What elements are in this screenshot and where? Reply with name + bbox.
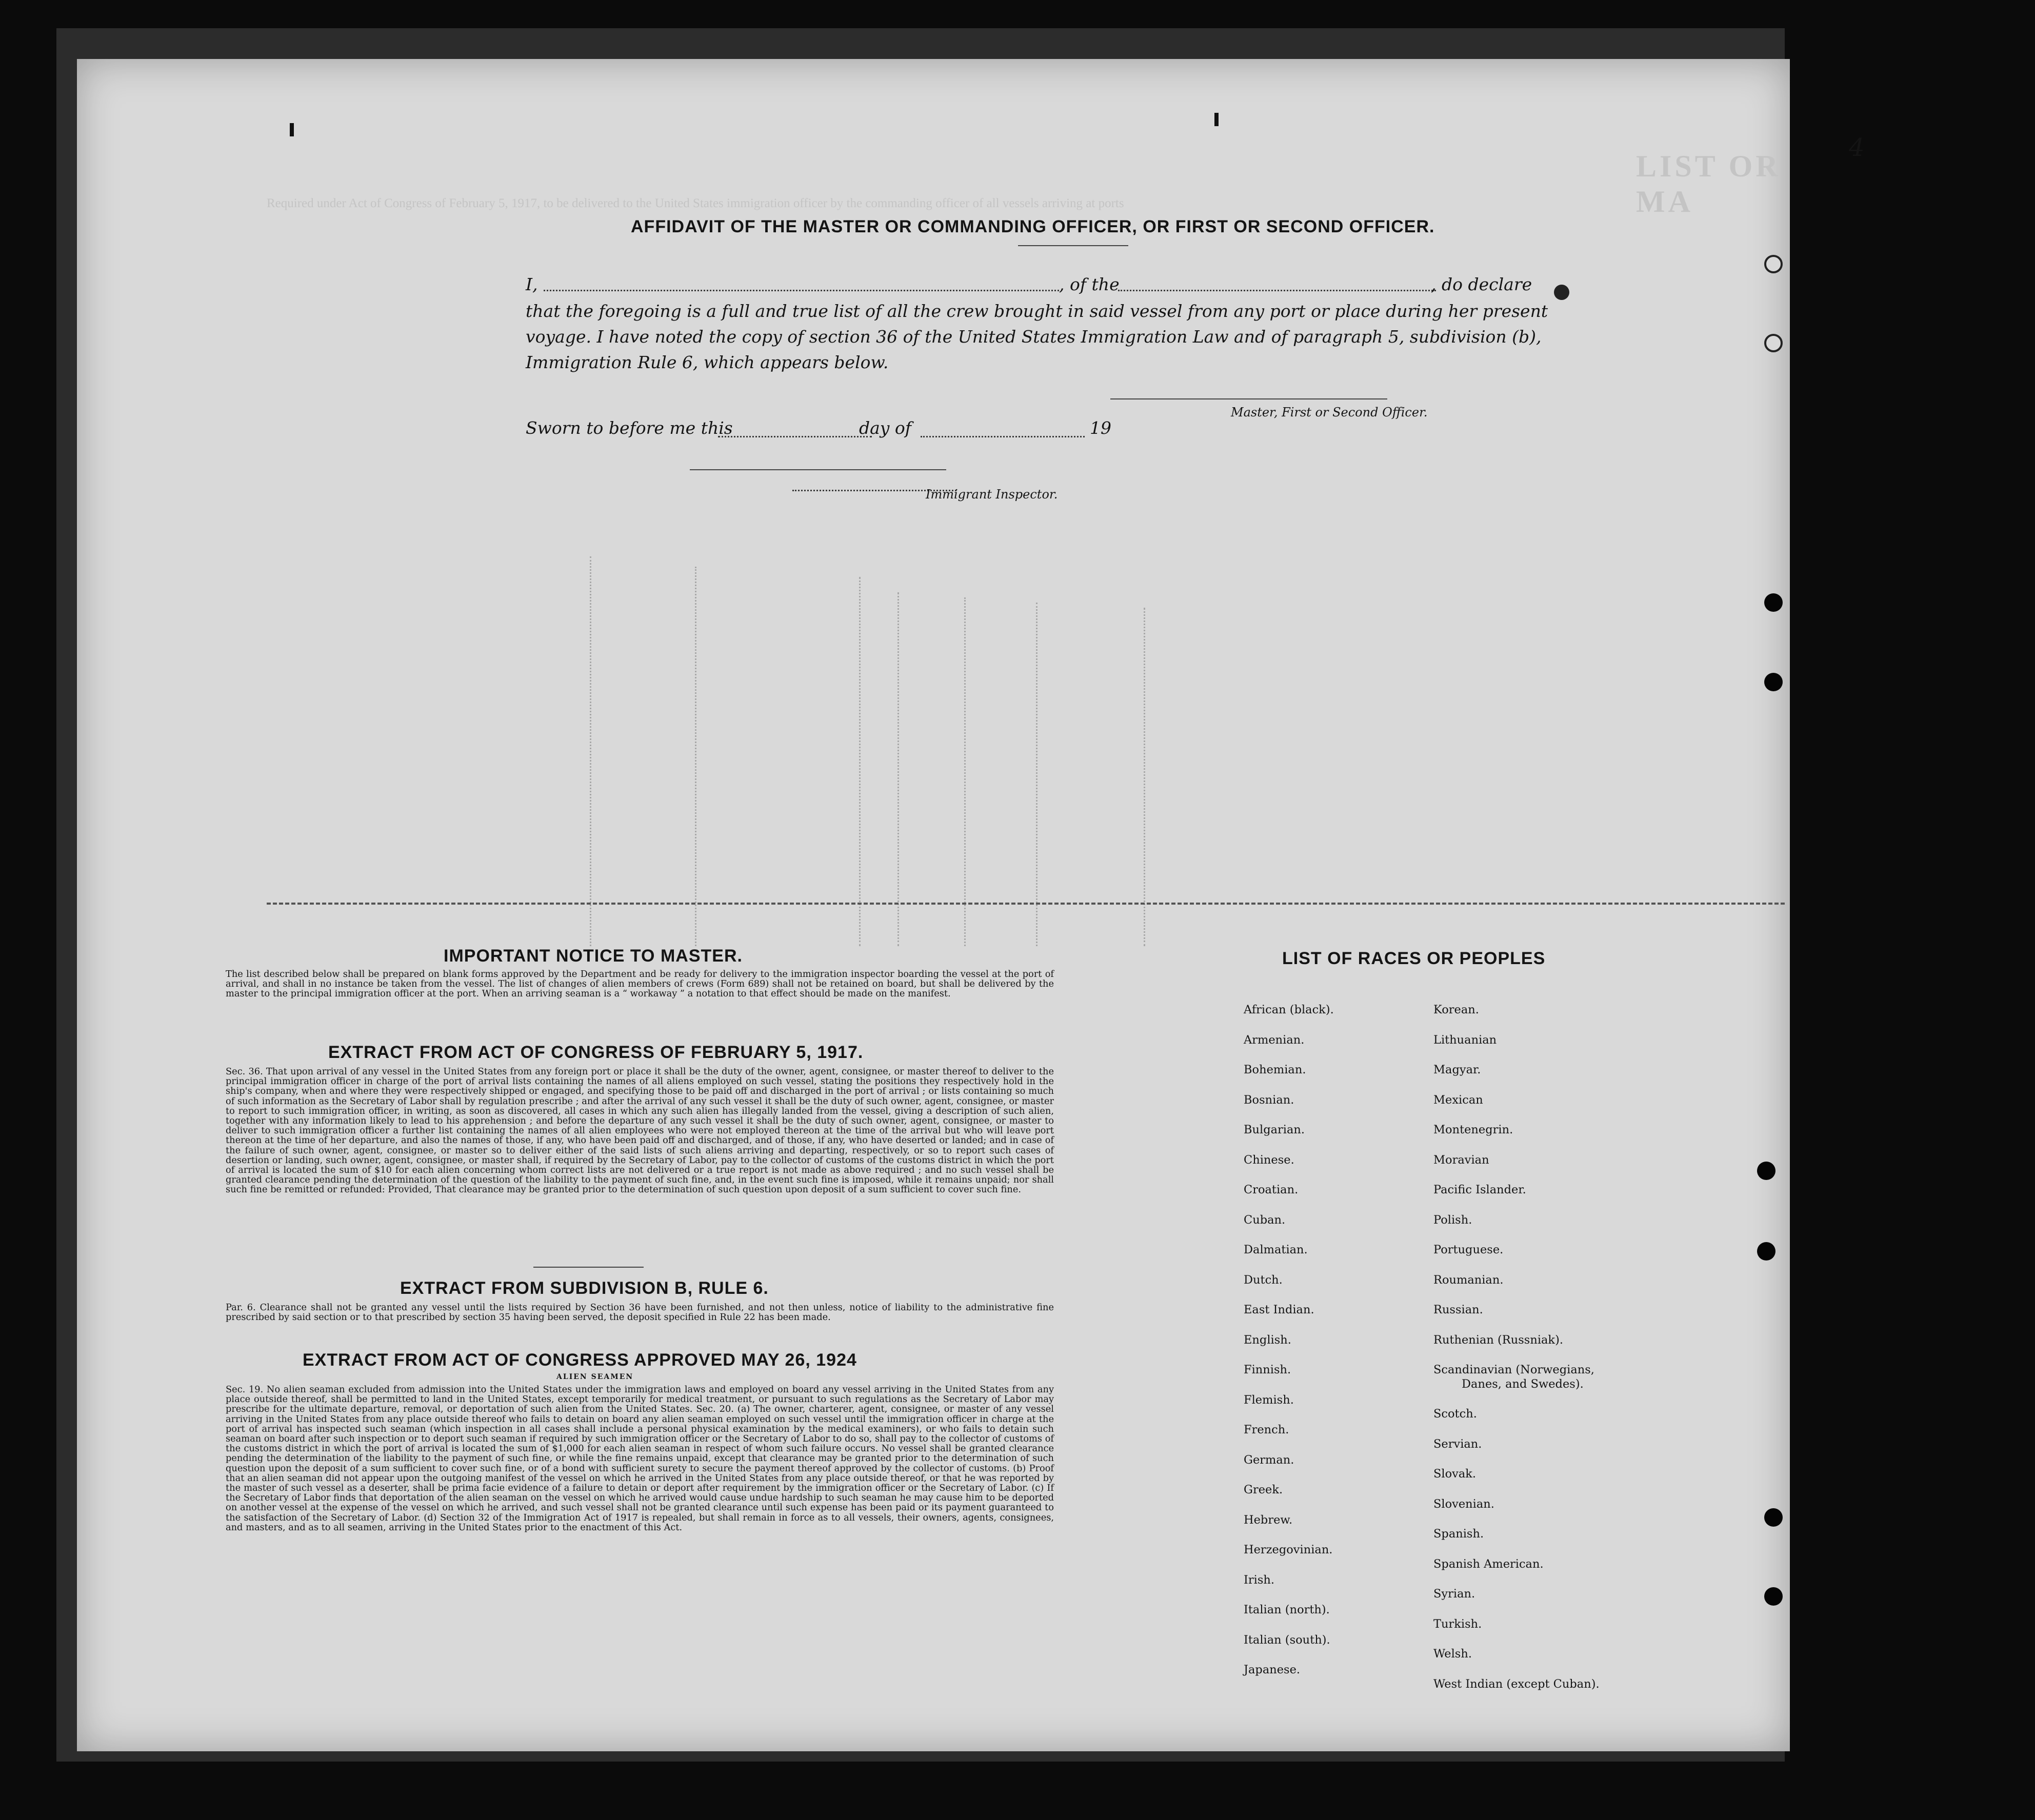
race-item: Bohemian. bbox=[1244, 1063, 1306, 1076]
race-item: Scandinavian (Norwegians, bbox=[1433, 1363, 1594, 1376]
race-item: African (black). bbox=[1244, 1003, 1334, 1016]
page-number: 4 bbox=[1849, 133, 1865, 162]
ink-mark bbox=[1214, 113, 1219, 126]
race-item: Finnish. bbox=[1244, 1363, 1291, 1376]
race-item: Spanish American. bbox=[1433, 1557, 1544, 1571]
race-item: Bosnian. bbox=[1244, 1093, 1294, 1107]
race-item: Moravian bbox=[1433, 1153, 1489, 1167]
binder-hole bbox=[1764, 593, 1783, 612]
race-item: Italian (south). bbox=[1244, 1633, 1330, 1647]
race-item: Irish. bbox=[1244, 1573, 1275, 1587]
race-item: French. bbox=[1244, 1423, 1289, 1436]
master-caption: Master, First or Second Officer. bbox=[1231, 405, 1428, 419]
extract-1917-title: EXTRACT FROM ACT OF CONGRESS OF FEBRUARY 5, 1917. bbox=[328, 1043, 864, 1062]
race-item: Pacific Islander. bbox=[1433, 1183, 1526, 1196]
binder-ring-hole-empty bbox=[1764, 334, 1783, 352]
race-item: Flemish. bbox=[1244, 1393, 1294, 1407]
column-rule bbox=[1144, 608, 1145, 946]
binder-hole bbox=[1764, 1508, 1783, 1527]
race-item: Dutch. bbox=[1244, 1273, 1283, 1287]
sworn-year: 19 bbox=[1090, 418, 1111, 438]
inspector-caption: Immigrant Inspector. bbox=[926, 487, 1058, 502]
document-page bbox=[77, 59, 1865, 1751]
affidavit-line1-start: I, bbox=[526, 274, 538, 294]
race-item: Slovenian. bbox=[1433, 1497, 1494, 1511]
affidavit-title-underline bbox=[1018, 245, 1128, 246]
master-signature-line bbox=[1110, 398, 1387, 399]
race-item: Croatian. bbox=[1244, 1183, 1299, 1196]
race-item: Slovak. bbox=[1433, 1467, 1477, 1481]
race-item: Lithuanian bbox=[1433, 1033, 1497, 1047]
sworn-month-blank bbox=[921, 436, 1085, 437]
column-rule bbox=[964, 597, 966, 946]
race-item: Cuban. bbox=[1244, 1213, 1286, 1227]
affidavit-title: AFFIDAVIT OF THE MASTER OR COMMANDING OFFICER, OR FIRST OR SECOND OFFICER. bbox=[631, 217, 1435, 236]
extract-rule6-title: EXTRACT FROM SUBDIVISION B, RULE 6. bbox=[400, 1278, 769, 1298]
column-rule bbox=[590, 556, 591, 946]
column-rule bbox=[1036, 603, 1038, 946]
race-item: Portuguese. bbox=[1433, 1243, 1504, 1256]
binder-hole bbox=[1764, 1587, 1783, 1606]
notice-text: The list described below shall be prepared on blank forms approved by the Department and be ready for delivery to the immigration inspector boarding the vessel at the port of arrival, and shall in no instance be taken from the vessel. The list of changes of alien members of crews (Form 689) shall not be retained on board, but shall be delivered by the master to the principal immigration officer at the port. When an arriving seaman is a “ workaway ” a notation to that effect should be made on the manifest. bbox=[226, 969, 1054, 999]
affidavit-line1-end: , do declare bbox=[1431, 274, 1532, 294]
column-rule bbox=[897, 592, 899, 946]
race-item: Japanese. bbox=[1244, 1663, 1301, 1676]
race-item: Italian (north). bbox=[1244, 1603, 1330, 1616]
race-item: Hebrew. bbox=[1244, 1513, 1293, 1527]
column-rule bbox=[859, 577, 861, 946]
race-item: Armenian. bbox=[1244, 1033, 1305, 1047]
race-item: Greek. bbox=[1244, 1483, 1283, 1496]
race-item: West Indian (except Cuban). bbox=[1433, 1677, 1600, 1691]
notice-title: IMPORTANT NOTICE TO MASTER. bbox=[444, 946, 743, 966]
race-item: Polish. bbox=[1433, 1213, 1472, 1227]
race-item: Syrian. bbox=[1433, 1587, 1475, 1601]
binder-ring-hole-empty bbox=[1764, 255, 1783, 273]
races-title: LIST OF RACES OR PEOPLES bbox=[1282, 949, 1546, 968]
race-item: German. bbox=[1244, 1453, 1294, 1467]
race-item: Herzegovinian. bbox=[1244, 1543, 1333, 1556]
race-item: Russian. bbox=[1433, 1303, 1483, 1316]
race-item: Danes, and Swedes). bbox=[1462, 1377, 1584, 1391]
binder-hole bbox=[1764, 673, 1783, 691]
race-item: Magyar. bbox=[1433, 1063, 1481, 1076]
binder-hole bbox=[1757, 1242, 1775, 1261]
races-right-column bbox=[1433, 995, 1600, 1699]
race-item: Servian. bbox=[1433, 1437, 1482, 1451]
sworn-day-of: day of bbox=[859, 418, 912, 438]
ink-mark bbox=[1554, 285, 1569, 300]
affidavit-line2: that the foregoing is a full and true list of all the crew brought in said vessel from any port or place during her present bbox=[526, 301, 1548, 321]
race-item: Turkish. bbox=[1433, 1617, 1482, 1631]
affidavit-line3: voyage. I have noted the copy of section 36 of the United States Immigration Law and of paragraph 5, subdivision (b), bbox=[526, 327, 1542, 347]
extract-rule6-text: Par. 6. Clearance shall not be granted any vessel until the lists required by Section 36 have been furnished, and not then unless, notice of liability to the administrative fine prescribed by said section or to that prescribed by section 35 having been served, the deposit specified in Rule 22 has been made. bbox=[226, 1302, 1054, 1323]
extract-1924-title: EXTRACT FROM ACT OF CONGRESS APPROVED MAY 26, 1924 bbox=[303, 1350, 857, 1370]
races-left-column bbox=[1244, 995, 1334, 1685]
race-item: Mexican bbox=[1433, 1093, 1483, 1107]
extract-1924-subtitle: ALIEN SEAMEN bbox=[556, 1373, 634, 1381]
race-item: Korean. bbox=[1433, 1003, 1479, 1016]
affidavit-vessel-blank bbox=[1118, 290, 1436, 291]
ink-mark bbox=[290, 123, 294, 136]
race-item: Scotch. bbox=[1433, 1407, 1477, 1421]
race-item: Welsh. bbox=[1433, 1647, 1472, 1661]
bleed-through-title: LIST OR MA bbox=[1636, 149, 1781, 218]
bleed-through-subtitle: Required under Act of Congress of February 5, 1917, to be delivered to the United States immigration officer by the commanding officer of all vessels arriving at ports bbox=[267, 196, 1124, 210]
column-rule bbox=[695, 567, 696, 946]
race-item: Bulgarian. bbox=[1244, 1123, 1305, 1136]
sworn-start: Sworn to before me this bbox=[526, 418, 733, 438]
binder-hole bbox=[1757, 1162, 1775, 1180]
sworn-day-blank bbox=[718, 436, 872, 437]
race-item: Chinese. bbox=[1244, 1153, 1294, 1167]
race-item: Montenegrin. bbox=[1433, 1123, 1513, 1136]
section-separator bbox=[267, 903, 1785, 905]
extract-1917-divider bbox=[533, 1267, 644, 1268]
race-item: Ruthenian (Russniak). bbox=[1433, 1333, 1563, 1347]
race-item: Dalmatian. bbox=[1244, 1243, 1308, 1256]
extract-1924-text: Sec. 19. No alien seaman excluded from admission into the United States under the immigration laws and employed on board any vessel arriving in the United States from any place outside thereof, shall be permitted to land in the United States, except temporarily for medical treatment, or pursuant to such regulations as the Secretary of Labor may prescribe for the ultimate departure, removal, or deportation of such alien from the United States. Sec. 20. (a) The owner, charterer, agent, consignee, or master of any vessel arriving in the United States from any place outside thereof who fails to detain on board any alien seaman employed on such vessel until the immigration officer in charge at the port of arrival has inspected such seaman (which inspection in all cases shall include a personal physical examination by the medical examiners), or who fails to detain such seaman on board after such inspection or to deport such seaman if required by such immigration officer or the Secretary of Labor to do so, shall pay to the collector of customs of the customs district in which the port of arrival is located the sum of $1,000 for each alien seaman in respect of whom such failure occurs. No vessel shall be granted clearance pending the determination of the liability to the payment of such fine, or while the fine remains unpaid, except that clearance may be granted prior to the determination of such question upon the deposit of a sum sufficient to cover such fine, or of a bond with sufficient surety to secure the payment thereof approved by the collector of customs. (b) Proof that an alien seaman did not appear upon the outgoing manifest of the vessel on which he arrived in the United States from any place outside thereof, or that he was reported by the master of such vessel as a deserter, shall be prima facie evidence of a failure to detain or deport after requirement by the immigration officer or the Secretary of Labor. (c) If the Secretary of Labor finds that deportation of the alien seaman on the vessel on which he arrived would cause undue hardship to such seaman he may cause him to be deported on another vessel at the expense of the vessel on which he arrived, and such vessel shall not be granted clearance until such expense has been paid or its payment guaranteed to the satisfaction of the Secretary of Labor. (d) Section 32 of the Immigration Act of 1917 is repealed, but shall remain in force as to all vessels, their owners, agents, consignees, and masters, and as to all seamen, arriving in the United States prior to the enactment of this Act. bbox=[226, 1384, 1054, 1533]
race-item: Roumanian. bbox=[1433, 1273, 1504, 1287]
affidavit-name-blank bbox=[544, 290, 1059, 291]
affidavit-line1-mid: , of the bbox=[1059, 274, 1120, 294]
race-item: East Indian. bbox=[1244, 1303, 1314, 1316]
inspector-signature-line bbox=[690, 469, 946, 470]
affidavit-line4: Immigration Rule 6, which appears below. bbox=[526, 352, 889, 372]
race-item: Spanish. bbox=[1433, 1527, 1484, 1541]
extract-1917-text: Sec. 36. That upon arrival of any vessel in the United States from any foreign port or place it shall be the duty of the owner, agent, consignee, or master thereof to deliver to the principal immigration officer in charge of the port of arrival lists containing the names of all aliens employed on such vessel, stating the positions they respectively hold in the ship's company, when and where they were respectively shipped or engaged, and specifying those to be paid off and discharged in the port of arrival ; or lists containing so much of such information as the Secretary of Labor shall by regulation prescribe ; and after the arrival of any such vessel it shall be the duty of such owner, agent, consignee, or master to report to such immigration officer, in writing, as soon as discovered, all cases in which any such alien has illegally landed from the vessel, giving a description of such alien, together with any information likely to lead to his apprehension ; and before the departure of any such vessel it shall be the duty of such owner, agent, consignee, or master to deliver to such immigration officer a further list containing the names of all alien employees who were not employed thereon at the time of the arrival but who will leave port thereon at the time of her departure, and also the names of those, if any, who have been paid off and discharged, and of those, if any, who have deserted or landed; and in case of the failure of such owner, agent, consignee, or master so to deliver either of the said lists of such aliens arriving and departing, respectively, or so to report such cases of desertion or landing, such owner, agent, consignee, or master shall, if required by the Secretary of Labor, pay to the collector of customs of the customs district in which the port of arrival is located the sum of $10 for each alien concerning whom correct lists are not delivered or a true report is not made as above required ; and no such vessel shall be granted clearance pending the determination of the question of the liability to the payment of such fine, and, in the event such fine is imposed, while it remains unpaid; nor shall such fine be remitted or refunded: Provided, That clearance may be granted prior to the determination of such question upon deposit of a sum sufficient to cover such fine. bbox=[226, 1066, 1054, 1195]
race-item: English. bbox=[1244, 1333, 1291, 1347]
